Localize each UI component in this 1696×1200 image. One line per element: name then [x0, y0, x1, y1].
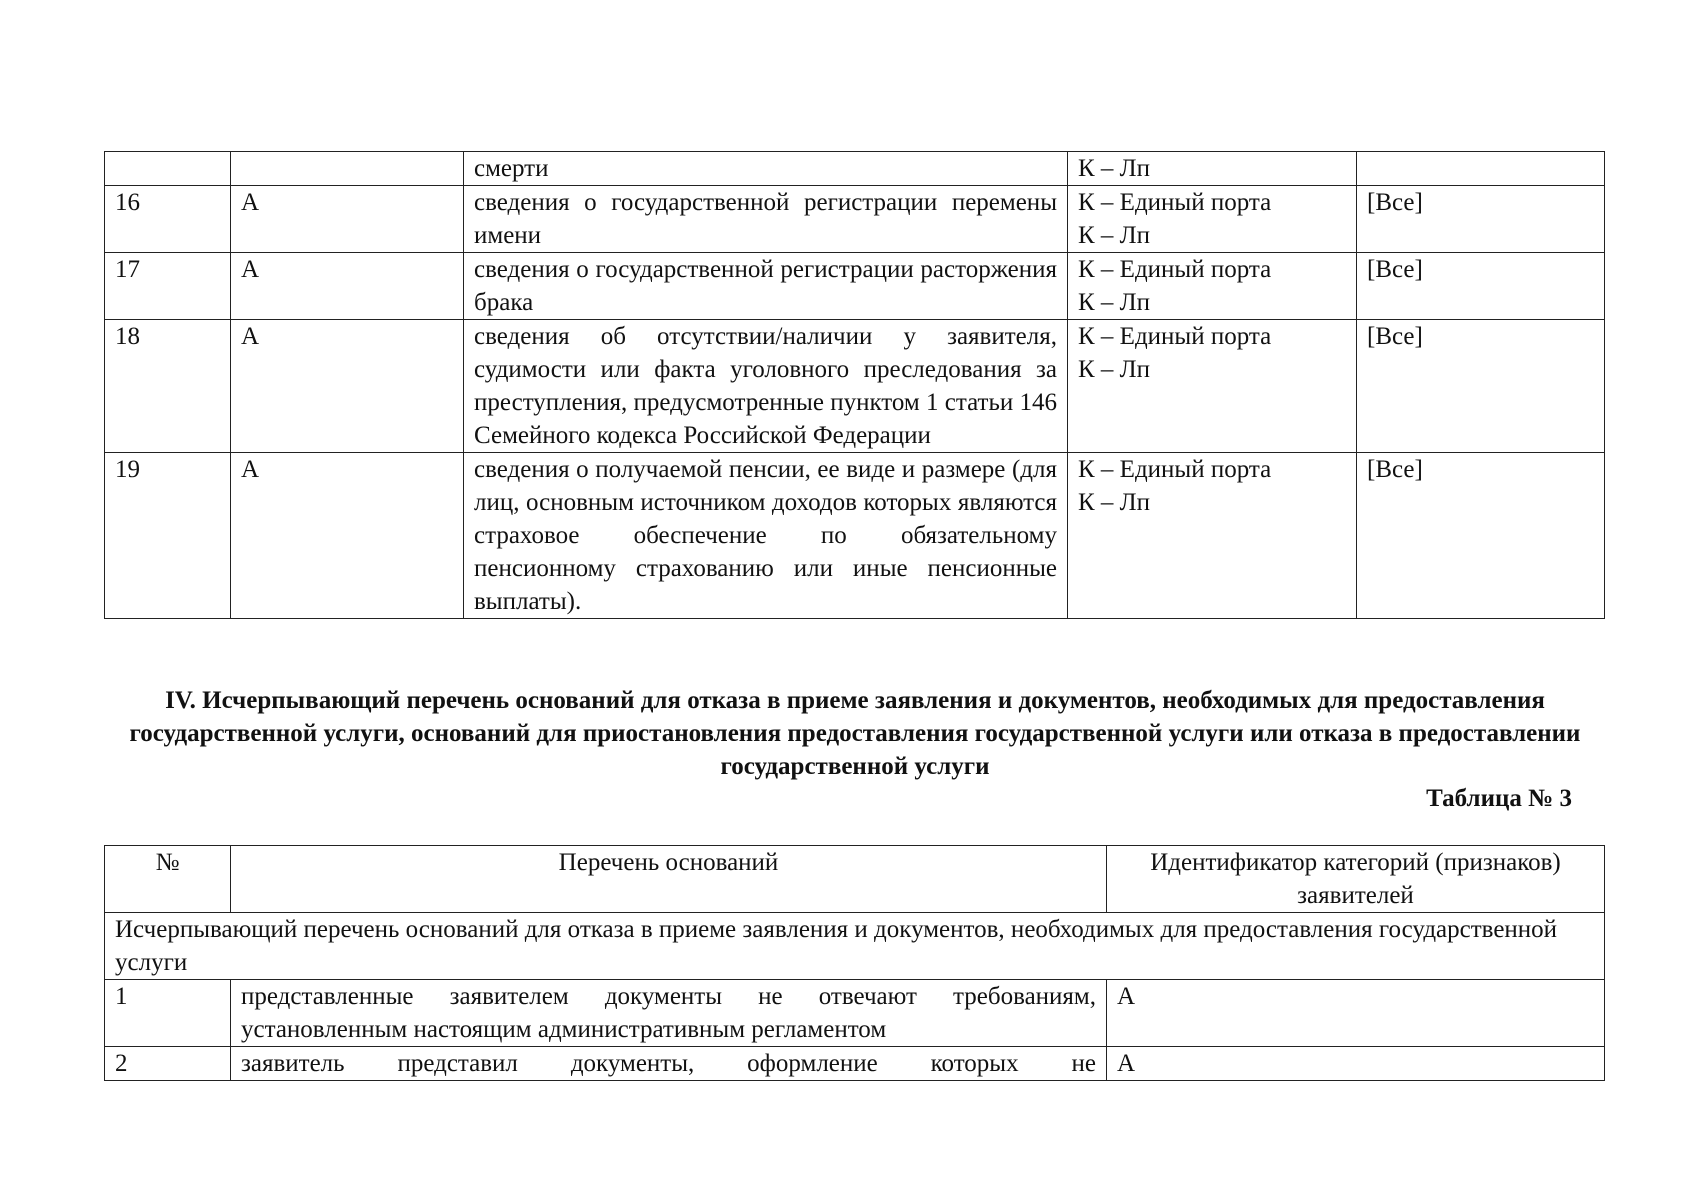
table-row [105, 1047, 1605, 1081]
row-description: сведения о государственной регистрации перемены имени [464, 186, 1068, 253]
row-ground-text: представленные заявителем документы не отвечают требованиям, установленным настоящим административным регламентом [231, 980, 1107, 1047]
row-description: сведения о государственной регистрации расторжения брака [464, 253, 1068, 320]
row-source [1068, 253, 1357, 320]
source-line: К – Единый порта [1078, 456, 1272, 483]
table-row [105, 320, 1605, 453]
row-identifier: А [1107, 1047, 1605, 1081]
section-heading: IV. Исчерпывающий перечень оснований для отказа в приеме заявления и документов, необходимых для предоставления государственной услуги, оснований для приостановления предоставления государственной услуги или отказа в предоставлении государственной услуги [129, 687, 1581, 780]
row-identifier: [Все] [1357, 320, 1605, 453]
source-line: К – Лп [1078, 289, 1151, 316]
documents-table [104, 151, 1605, 619]
table-row [105, 453, 1605, 619]
table-row [105, 152, 1605, 186]
header-grounds-list: Перечень оснований [231, 846, 1107, 913]
row-category: А [231, 453, 464, 619]
table-row [105, 186, 1605, 253]
row-source [1068, 453, 1357, 619]
table-header-row [105, 846, 1605, 913]
row-number: 18 [105, 320, 231, 453]
row-number: 1 [105, 980, 231, 1047]
row-identifier: [Все] [1357, 453, 1605, 619]
row-identifier: А [1107, 980, 1605, 1047]
source-line: К – Лп [1078, 356, 1151, 383]
table-group-row [105, 913, 1605, 980]
source-line: К – Лп [1078, 489, 1151, 516]
table-row [105, 253, 1605, 320]
header-category-identifier: Идентификатор категорий (признаков) заявителей [1107, 846, 1605, 913]
source-line: К – Единый порта [1078, 189, 1272, 216]
row-description: смерти [464, 152, 1068, 186]
row-source [1068, 320, 1357, 453]
refusal-grounds-table [104, 845, 1605, 1081]
row-category: А [231, 186, 464, 253]
row-number: 19 [105, 453, 231, 619]
row-number: 17 [105, 253, 231, 320]
source-line: К – Лп [1078, 155, 1151, 182]
source-line: К – Единый порта [1078, 256, 1272, 283]
table-caption: Таблица № 3 [1426, 785, 1572, 812]
row-description: сведения об отсутствии/наличии у заявителя, судимости или факта уголовного преследования за преступления, предусмотренные пунктом 1 статьи 146 Семейного кодекса Российской Федерации [464, 320, 1068, 453]
row-category: А [231, 253, 464, 320]
row-category: А [231, 320, 464, 453]
row-identifier: [Все] [1357, 253, 1605, 320]
row-number: 2 [105, 1047, 231, 1081]
row-number: 16 [105, 186, 231, 253]
row-ground-text: заявитель представил документы, оформление которых не [231, 1047, 1107, 1081]
row-number [105, 152, 231, 186]
row-identifier: [Все] [1357, 186, 1605, 253]
row-identifier [1357, 152, 1605, 186]
row-source [1068, 186, 1357, 253]
table-row [105, 980, 1605, 1047]
header-number: № [105, 846, 231, 913]
row-description: сведения о получаемой пенсии, ее виде и размере (для лиц, основным источником доходов которых являются страховое обеспечение по обязательному пенсионному страхованию или иные пенсионные выплаты). [464, 453, 1068, 619]
group-title: Исчерпывающий перечень оснований для отказа в приеме заявления и документов, необходимых для предоставления государственной услуги [105, 913, 1605, 980]
row-category [231, 152, 464, 186]
row-source [1068, 152, 1357, 186]
source-line: К – Единый порта [1078, 323, 1272, 350]
source-line: К – Лп [1078, 222, 1151, 249]
